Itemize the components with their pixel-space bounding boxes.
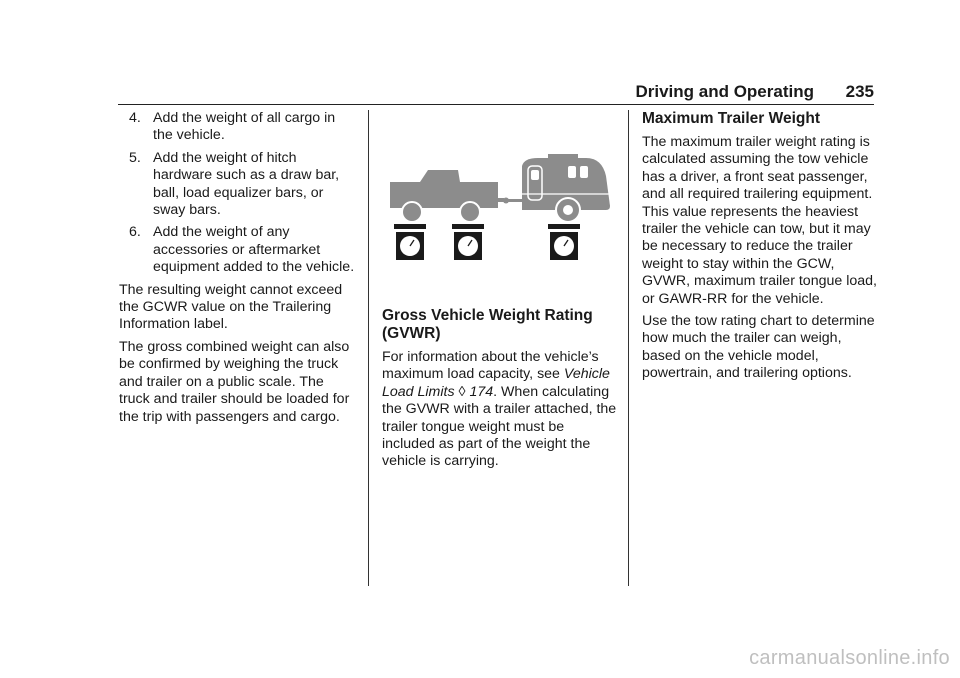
- page-number: 235: [845, 82, 874, 101]
- reference-symbol: ◊: [458, 383, 466, 400]
- list-text: Add the weight of any accessories or aftermarket equipment added to the vehicle.: [153, 224, 355, 276]
- paragraph-text: . When calculating the GVWR with a trailer attached, the trailer tongue weight must be included as part of the weight the vehicle is carrying.: [382, 383, 617, 470]
- paragraph: The maximum trailer weight rating is calculated assuming the tow vehicle has a driver, a front seat passenger, and all required trailering equipment. This value represents the heaviest trailer the vehicle can tow, but it may be necessary to reduce the trailer weight to stay within the GCW, GVWR, maximum trailer tongue load, or GAWR-RR for the vehicle.: [642, 134, 877, 307]
- section-title: Driving and Operating: [635, 82, 814, 101]
- section-heading: Maximum Trailer Weight: [642, 110, 821, 127]
- list-item: [119, 224, 355, 276]
- paragraph: Use the tow rating chart to determine how much the trailer can weigh, based on the vehicle model, powertrain, and trailering options.: [642, 313, 875, 382]
- paragraph: The resulting weight cannot exceed the GCWR value on the Trailering Information label.: [119, 281, 343, 333]
- column-2: [382, 307, 618, 476]
- truck-trailer-scales-illustration: [388, 152, 620, 264]
- scale-icon: [394, 224, 426, 260]
- list-item: [119, 110, 355, 145]
- cross-reference-link[interactable]: Vehicle Load Limits: [382, 366, 610, 400]
- section-heading: Gross Vehicle Weight Rating (GVWR): [382, 307, 593, 342]
- paragraph-text: For information about the vehicle’s maximum load capacity, see: [382, 349, 599, 383]
- list-number: 4.: [129, 110, 141, 126]
- pickup-truck-icon: [390, 170, 504, 222]
- scale-icon: [452, 224, 484, 260]
- list-item: [119, 150, 355, 220]
- scale-icon: [548, 224, 580, 260]
- travel-trailer-icon: [503, 154, 610, 222]
- paragraph: [382, 349, 618, 471]
- list-number: 5.: [129, 149, 141, 166]
- column-3: [642, 110, 878, 388]
- list-number: 6.: [129, 224, 141, 241]
- column-divider-1: [368, 110, 369, 586]
- column-1: [119, 110, 355, 431]
- page-header: [118, 80, 874, 105]
- list-text: Add the weight of all cargo in the vehicle.: [153, 110, 336, 144]
- list-text: Add the weight of hitch hardware such as a draw bar, ball, load equalizer bars, or sway bars.: [153, 149, 340, 219]
- reference-page[interactable]: 174: [469, 383, 494, 400]
- paragraph: The gross combined weight can also be confirmed by weighing the truck and trailer on a public scale. The truck and trailer should be loaded for the trip with passengers and cargo.: [119, 338, 350, 425]
- steps-list: [119, 110, 355, 277]
- watermark: carmanualsonline.info: [749, 647, 950, 669]
- column-divider-2: [628, 110, 629, 586]
